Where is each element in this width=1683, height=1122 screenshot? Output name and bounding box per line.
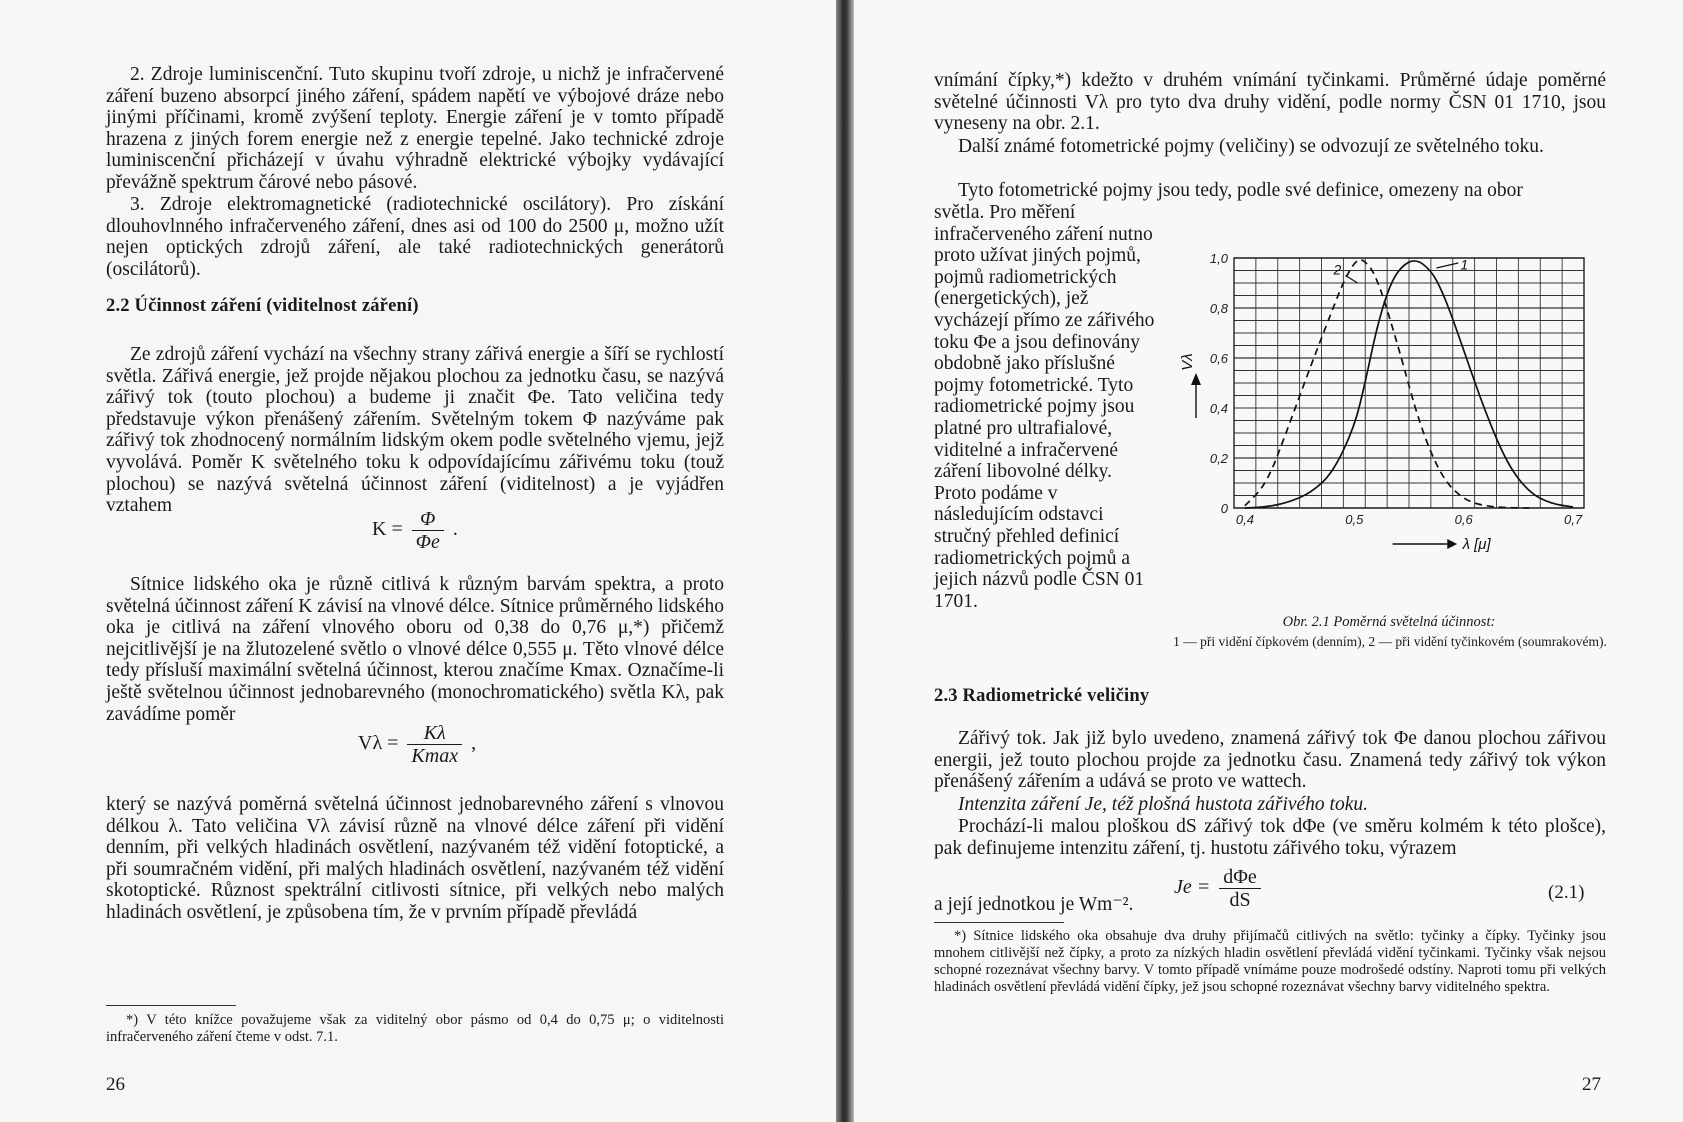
series-1-leader bbox=[1436, 263, 1458, 268]
equation-k-numerator: Φ bbox=[412, 508, 444, 531]
equation-v-lhs: Vλ = bbox=[358, 732, 399, 755]
paragraph-photometric-terms: Další známé fotometrické pojmy (veličiny) se odvozují ze světelného toku. bbox=[958, 136, 1544, 157]
x-axis-label: λ [μ] bbox=[1462, 536, 1491, 553]
y-tick-label: 0,4 bbox=[1209, 401, 1228, 416]
y-tick-label: 1,0 bbox=[1209, 251, 1228, 266]
x-tick-label: 0,5 bbox=[1345, 512, 1364, 527]
equation-k-lhs: K = bbox=[372, 518, 403, 541]
unit-line: a její jednotkou je Wm⁻². bbox=[934, 894, 1134, 915]
figure-caption-title: Obr. 2.1 Poměrná světelná účinnost: bbox=[1282, 614, 1496, 630]
series-2-leader bbox=[1346, 276, 1358, 284]
paragraph-luminescent-sources: 2. Zdroje luminiscenční. Tuto skupinu tvoří zdroje, u nichž je infračervené záření buzeno absorpcí jiného záření, spádem napětí ve výbojové dráze nebo jinými příčinami, kromě zvýšení teploty. Energie záření je v tomto případě hrazena z jiných forem energie než z energie tepelné. Jako technické zdroje luminiscenční přicházejí v úvahu výhradně elektrické výbojky vydávající převážně spektrum čárové nebo pásové. bbox=[106, 64, 724, 193]
x-tick-label: 0,4 bbox=[1235, 512, 1254, 527]
paragraph-radiometric-intro: Tyto fotometrické pojmy jsou tedy, podle své definice, omezeny na obor bbox=[958, 180, 1523, 201]
equation-irradiance-denominator: dS bbox=[1229, 889, 1251, 911]
equation-v-denominator: Kmax bbox=[411, 745, 459, 767]
equation-k-tail: . bbox=[452, 518, 458, 541]
series-2-label: 2 bbox=[1333, 261, 1342, 278]
footnote-left: *) V této knížce považujeme však za viditelný obor pásmo od 0,4 do 0,75 μ; o viditelnosti infračerveného záření čteme v odst. 7.1. bbox=[106, 1012, 724, 1045]
paragraph-radiant-flux: Ze zdrojů záření vychází na všechny strany zářivá energie a šíří se rychlostí světla. Zářivá energie, jež projde nějakou plochou za jednotku času, se nazývá zářivý tok (touto plochou) a budeme ji značit Φe. Tato veličina tedy představuje výkon přenášený zářením. Světelným tokem Φ nazýváme pak zářivý tok zhodnocený normálním lidským okem podle světelného vjemu, jejž vyvolává. Poměr K světelného toku k odpovídajícímu zářivému toku (touž plochou) se nazývá světelná účinnost záření (viditelnost) a je vyjádřen vztahem bbox=[106, 344, 724, 517]
page-number-right: 27 bbox=[1582, 1074, 1601, 1095]
equation-k-denominator: Φe bbox=[415, 531, 440, 553]
paragraph-retina-sensitivity: Sítnice lidského oka je různě citlivá k různým barvám spektra, a proto světelná účinnost záření K závisí na vlnové délce. Sítnice průměrného lidského oka je citlivá na záření vlnového oboru od 0,38 do 0,76 μ,*) přičemž nejcitlivější je na žlutozelené světlo o vlnové délce 0,555 μ. Těto vlnové délce tedy přísluší maximální světelná účinnost, kterou značíme Kmax. Označíme-li ještě světelnou účinnost jednobarevného (monochromatického) světla Kλ, pak zavádíme poměr bbox=[106, 574, 724, 725]
equation-v-tail: , bbox=[471, 732, 477, 755]
x-tick-label: 0,7 bbox=[1564, 512, 1583, 527]
y-axis-arrowhead bbox=[1191, 373, 1201, 385]
y-tick-label: 0,6 bbox=[1209, 351, 1228, 366]
paragraph-relative-efficiency: který se nazývá poměrná světelná účinnost jednobarevného záření s vlnovou délkou λ. Tato veličina Vλ závisí různě na vlnové délce záření při vidění denním, při velkých hladinách osvětlení, nazývaném též vidění fotoptické, a při soumračném vidění, při malých hladinách osvětlení, nazývaném též vidění skotoptické. Různost spektrální citlivosti sítnice, při velkých nebo malých hladinách osvětlení, je způsobena tím, že v prvním případě převládá bbox=[106, 794, 724, 923]
footnote-rule-left bbox=[106, 1005, 236, 1006]
equation-v-numerator: Kλ bbox=[407, 722, 462, 745]
equation-v-fraction bbox=[407, 722, 462, 767]
paragraph-radiant-flux-def: Zářivý tok. Jak již bylo uvedeno, znamená zářivý tok Φe danou plochou zářivou energii, jež touto plochou projde za jednotku času. Znamená tedy zářivý tok výkon přenášený zářením a udává se proto ve wattech. bbox=[934, 728, 1606, 793]
page-number-left: 26 bbox=[106, 1074, 125, 1095]
equation-irradiance-lhs: Je = bbox=[1174, 876, 1211, 899]
right-page bbox=[854, 0, 1683, 1122]
y-tick-label: 0,2 bbox=[1209, 451, 1228, 466]
footnote-rule-right bbox=[934, 922, 1064, 923]
equation-v-lambda bbox=[358, 722, 476, 767]
y-tick-label: 0 bbox=[1220, 501, 1228, 516]
equation-k bbox=[372, 508, 458, 553]
relative-luminous-efficiency-chart bbox=[1174, 246, 1614, 596]
paragraph-irradiance-title: Intenzita záření Je, též plošná hustota zářivého toku. bbox=[958, 794, 1368, 815]
paragraph-radiometric-wrap: světla. Pro měření infračerveného záření nutno proto užívat jiných pojmů, pojmů radiometrických (energetických), jež vycházejí přímo ze zářivého toku Φe a jsou definovány obdobně jako příslušné pojmy fotometrické. Tyto radiometrické pojmy jsou platné pro ultrafialové, viditelné a infračervené záření libovolné délky. Proto podáme v následujícím odstavci stručný přehled definicí radiometrických pojmů a jejich názvů podle ČSN 01 1701. bbox=[934, 202, 1155, 612]
equation-irradiance-numerator: dΦe bbox=[1219, 866, 1261, 889]
y-tick-label: 0,8 bbox=[1209, 301, 1228, 316]
paragraph-irradiance-def: Prochází-li malou ploškou dS zářivý tok dΦe (ve směru kolmém k této plošce), pak definujeme intenzitu záření, tj. hustotu zářivého toku, výrazem bbox=[934, 816, 1606, 859]
series-1-label: 1 bbox=[1460, 256, 1469, 273]
footnote-right: *) Sítnice lidského oka obsahuje dva druhy přijímačů citlivých na světlo: tyčinky a čípky. Tyčinky jsou mnohem citlivější než čípky, a proto za nízkých hladin osvětlení převládá vidění tyčinkami. Tyčinky však nejsou schopné rozeznávat všechny barvy. V tomto případě vnímáme pouze modrošedé odstíny. Naproti tomu při velkých hladinách osvětlení převládá vidění čípky, jež jsou schopné rozeznávat všechny barvy viditelného spektra. bbox=[934, 928, 1606, 995]
x-tick-label: 0,6 bbox=[1454, 512, 1473, 527]
section-heading-2-3: 2.3 Radiometrické veličiny bbox=[934, 686, 1150, 706]
section-heading-2-2: 2.2 Účinnost záření (viditelnost záření) bbox=[106, 296, 419, 316]
book-gutter bbox=[836, 0, 854, 1122]
equation-number: (2.1) bbox=[1548, 882, 1585, 903]
x-axis-arrowhead bbox=[1447, 539, 1457, 549]
equation-k-fraction bbox=[412, 508, 444, 553]
figure-caption-body: 1 — při vidění čípkovém (denním), 2 — při vidění tyčinkovém (soumrakovém). bbox=[1173, 634, 1607, 649]
y-axis-label: Vλ bbox=[1179, 353, 1196, 371]
paragraph-cones-rods: vnímání čípky,*) kdežto v druhém vnímání tyčinkami. Průměrné údaje poměrné světelné účinnosti Vλ pro tyto dva druhy vidění, podle normy ČSN 01 1710, jsou vyneseny na obr. 2.1. bbox=[934, 70, 1606, 135]
left-page bbox=[0, 0, 836, 1122]
paragraph-electromagnetic-sources: 3. Zdroje elektromagnetické (radiotechnické oscilátory). Pro získání dlouhovlnného infračerveného záření, dnes asi od 100 do 2500 μ, možno užít nejen optických zdrojů záření, ale také radiotechnických generátorů (oscilátorů). bbox=[106, 194, 724, 280]
